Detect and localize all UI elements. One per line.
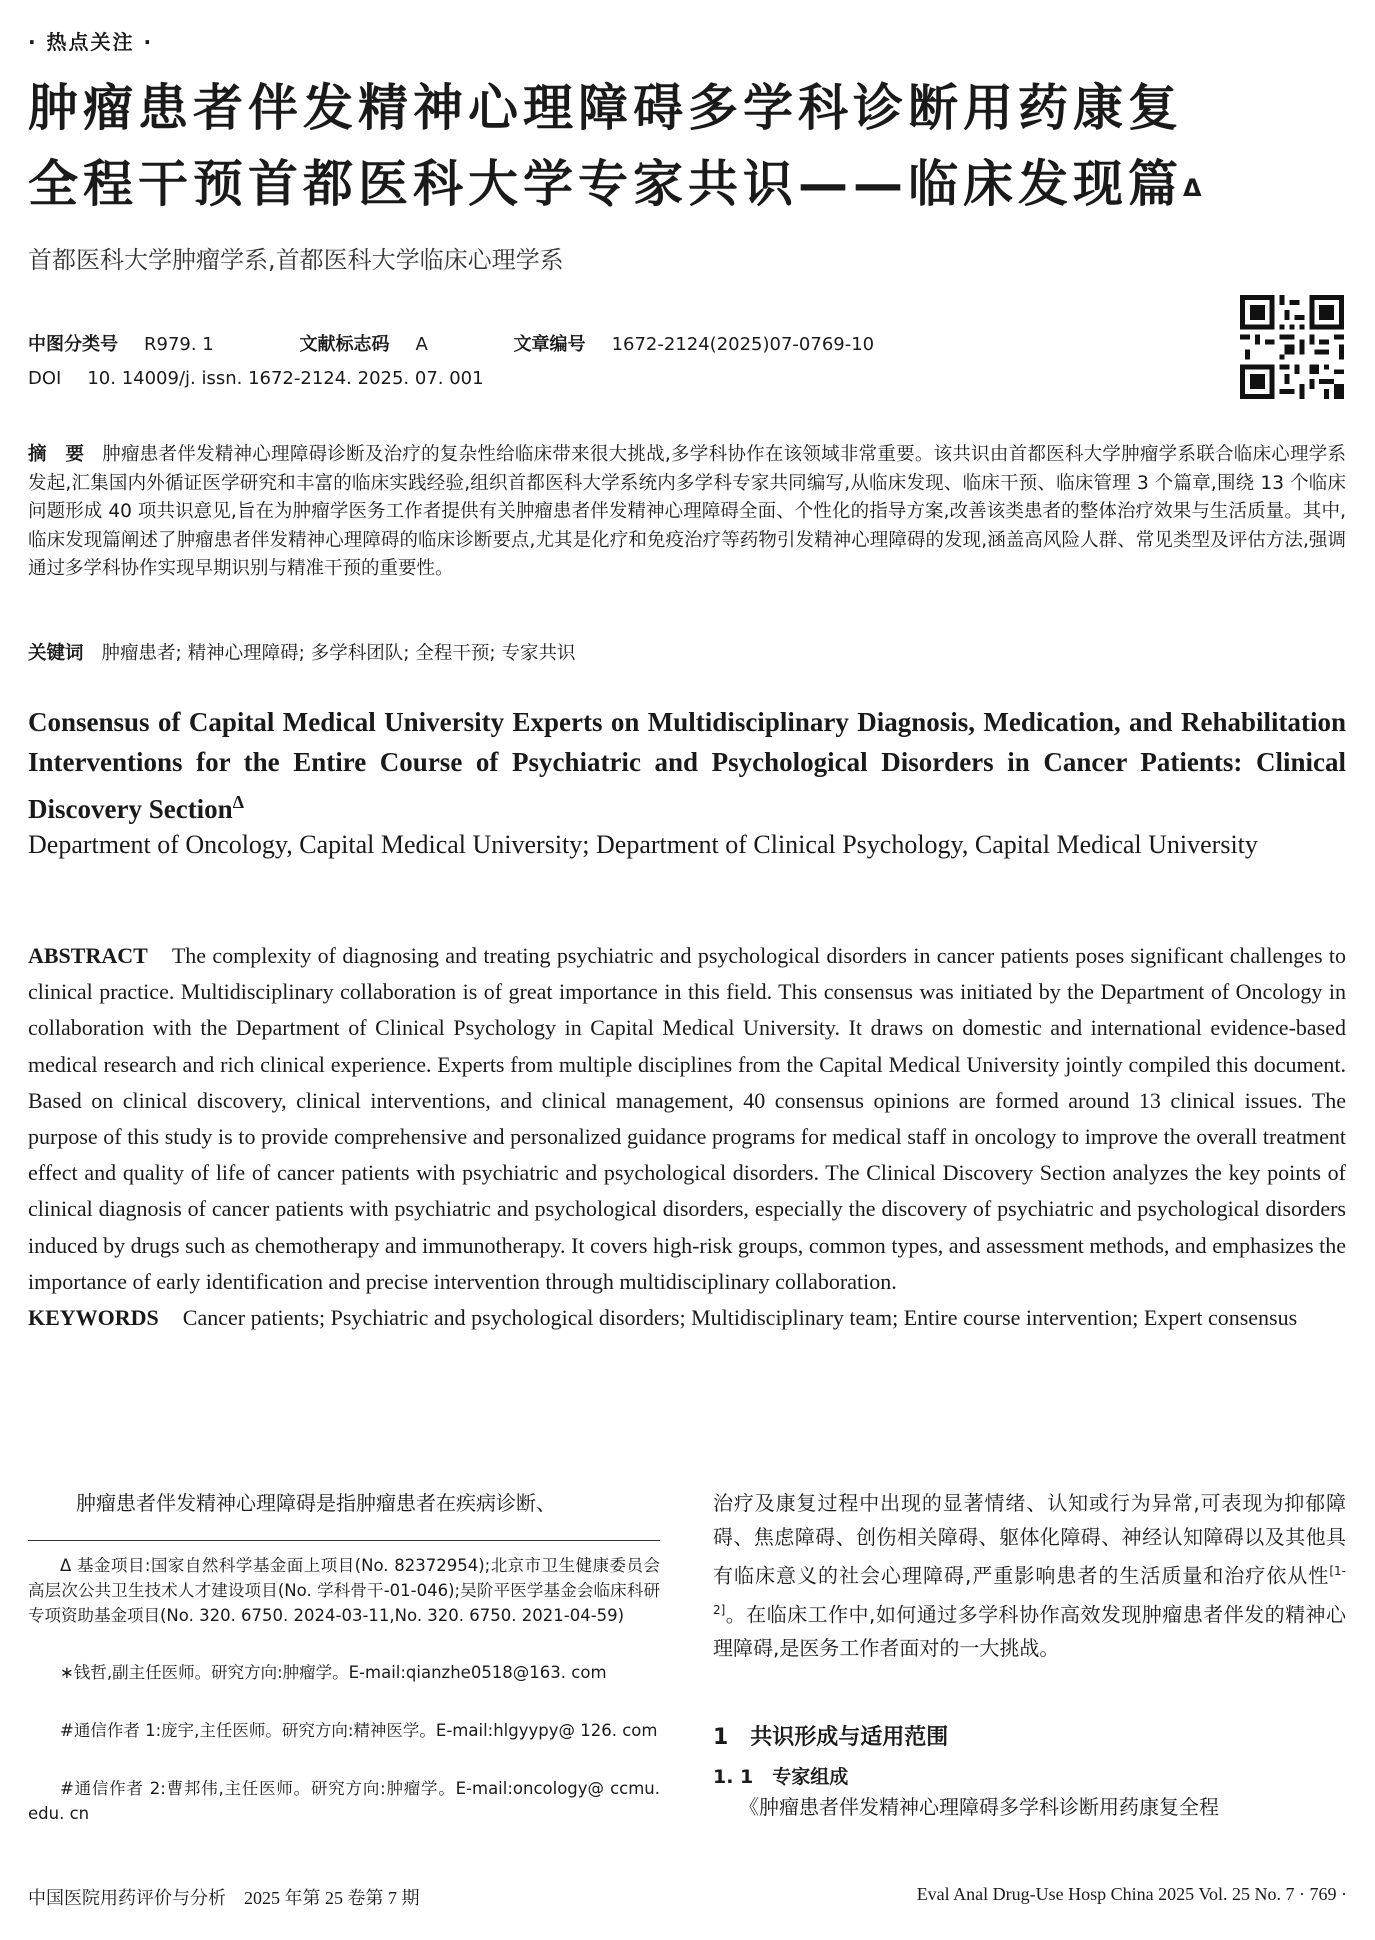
keywords-en-text: Cancer patients; Psychiatric and psychological disorders; Multidisciplinary team; Entire course intervention; Expert consensus (182, 1305, 1298, 1331)
subsection-heading-1-1: 1. 1 专家组成 (713, 1766, 849, 1788)
footnote-fund: Δ 基金项目:国家自然科学基金面上项目(No. 82372954);北京市卫生健康委员会高层次公共卫生技术人才建设项目(No. 学科骨干-01-046);吴阶平医学基金会临床科研专项资助基金项目(No. 320. 6750. 2024-03-11,No. 320. 6750. 2021-04-59) (28, 1556, 660, 1625)
title-cn-line1-text: 肿瘤患者伴发精神心理障碍多学科诊断用药康复 (28, 79, 1183, 137)
title-cn-fund-mark: Δ (1183, 174, 1207, 202)
footnote-correspondent-1: #通信作者 1:庞宇,主任医师。研究方向:精神医学。E-mail:hlgyypy@ 126. com (60, 1721, 658, 1740)
body-right-para1 (713, 1486, 1346, 1665)
abstract-en-text: The complexity of diagnosing and treating psychiatric and psychological disorders in cancer patients poses significant challenges to clinical practice. Multidisciplinary collaboration is of great importance in this field. This consensus was initiated by the Department of Oncology in collaboration with the Department of Clinical Psychology in Capital Medical University. It draws on domestic and international evidence-based medical research and rich clinical experience. Experts from multiple disciplines from the Capital Medical University jointly compiled this document. Based on clinical discovery, clinical interventions, and clinical management, 40 consensus opinions are formed around 13 clinical issues. The purpose of this study is to provide comprehensive and personalized guidance programs for medical staff in oncology to improve the overall treatment effect and quality of life of cancer patients with psychiatric and psychological disorders. The Clinical Discovery Section analyzes the key points of clinical diagnosis of cancer patients with psychiatric and psychological disorders, especially the discovery of psychiatric and psychological disorders induced by drugs such as chemotherapy and immunotherapy. It covers high-risk groups, common types, and assessment methods, and emphasizes the importance of early identification and precise intervention through multidisciplinary collaboration. (28, 943, 1346, 1294)
keywords-cn (28, 640, 1346, 669)
article-value: 1672-2124(2025)07-0769-10 (611, 334, 875, 355)
keywords-en-label: KEYWORDS (28, 1305, 159, 1331)
meta-line-2 (28, 368, 484, 389)
title-cn-line1 (28, 76, 1183, 140)
doi-label: DOI (28, 368, 62, 389)
title-en (28, 702, 1346, 829)
body-right-para1-text: 治疗及康复过程中出现的显著情绪、认知或行为异常,可表现为抑郁障碍、焦虑障碍、创伤相关障碍、躯体化障碍、神经认知障碍以及其他具有临床意义的社会心理障碍,严重影响患者的生活质量和治疗依从性 (713, 1491, 1346, 1588)
doc-value: A (415, 334, 428, 355)
citation-ref[interactable]: [1-2] (713, 1564, 1346, 1617)
abstract-en (28, 938, 1346, 1336)
qr-code-icon[interactable] (1240, 295, 1344, 399)
title-cn-line2 (28, 152, 1207, 216)
abstract-cn (28, 441, 1346, 584)
body-right-para2: 《肿瘤患者伴发精神心理障碍多学科诊断用药康复全程 (739, 1795, 1219, 1819)
clc-value: R979. 1 (144, 334, 214, 355)
title-en-fund-mark: Δ (232, 792, 244, 812)
keywords-cn-text: 肿瘤患者; 精神心理障碍; 多学科团队; 全程干预; 专家共识 (101, 643, 576, 664)
footer-left: 中国医院用药评价与分析 2025 年第 25 卷第 7 期 (28, 1888, 420, 1908)
abstract-cn-label: 摘 要 (28, 444, 85, 465)
footnote-divider (28, 1540, 660, 1541)
body-left-intro: 肿瘤患者伴发精神心理障碍是指肿瘤患者在疾病诊断、 (76, 1491, 556, 1515)
abstract-cn-text: 肿瘤患者伴发精神心理障碍诊断及治疗的复杂性给临床带来很大挑战,多学科协作在该领域非常重要。该共识由首都医科大学肿瘤学系联合临床心理学系发起,汇集国内外循证医学研究和丰富的临床实践经验,组织首都医科大学系统内多学科专家共同编写,从临床发现、临床干预、临床管理 3 个篇章,围绕 13 个临床问题形成 40 项共识意见,旨在为肿瘤学医务工作者提供有关肿瘤患者伴发精神心理障碍全面、个性化的指导方案,改善该类患者的整体治疗效果与生活质量。其中,临床发现篇阐述了肿瘤患者伴发精神心理障碍的临床诊断要点,尤其是化疗和免疫治疗等药物引发精神心理障碍的发现,涵盖高风险人群、常见类型及评估方法,强调通过多学科协作实现早期识别与精准干预的重要性。 (28, 444, 1346, 579)
meta-line-1 (28, 330, 874, 356)
keywords-cn-label: 关键词 (28, 643, 84, 664)
footer-right: Eval Anal Drug-Use Hosp China 2025 Vol. 25 No. 7 · 769 · (916, 1884, 1347, 1904)
affiliation-en: Department of Oncology, Capital Medical University; Department of Clinical Psychology, Capital Medical University (28, 830, 1258, 859)
doc-label: 文献标志码 (299, 334, 390, 355)
section-heading-1: 1 共识形成与适用范围 (713, 1725, 949, 1750)
clc-label: 中图分类号 (28, 334, 118, 355)
title-cn-line2-text: 全程干预首都医科大学专家共识——临床发现篇 (28, 155, 1183, 213)
abstract-en-label: ABSTRACT (28, 943, 148, 968)
footnote-author: ∗钱哲,副主任医师。研究方向:肿瘤学。E-mail:qianzhe0518@163. com (60, 1663, 607, 1682)
body-right-para1-tail: 。在临床工作中,如何通过多学科协作高效发现肿瘤患者伴发的精神心理障碍,是医务工作者面对的一大挑战。 (713, 1602, 1346, 1661)
doi-value: 10. 14009/j. issn. 1672-2124. 2025. 07. 001 (87, 368, 484, 389)
title-en-text: Consensus of Capital Medical University Experts on Multidisciplinary Diagnosis, Medication, and Rehabilitation Interventions for the Entire Course of Psychiatric and Psychological Disorders in Cancer Patients: Clinical Discovery Section (28, 707, 1346, 824)
section-tag: · 热点关注 · (28, 30, 154, 54)
affiliation-cn: 首都医科大学肿瘤学系,首都医科大学临床心理学系 (28, 246, 564, 274)
article-label: 文章编号 (513, 334, 586, 355)
footnote-correspondent-2: #通信作者 2:曹邦伟,主任医师。研究方向:肿瘤学。E-mail:oncology@ ccmu. edu. cn (28, 1779, 660, 1823)
